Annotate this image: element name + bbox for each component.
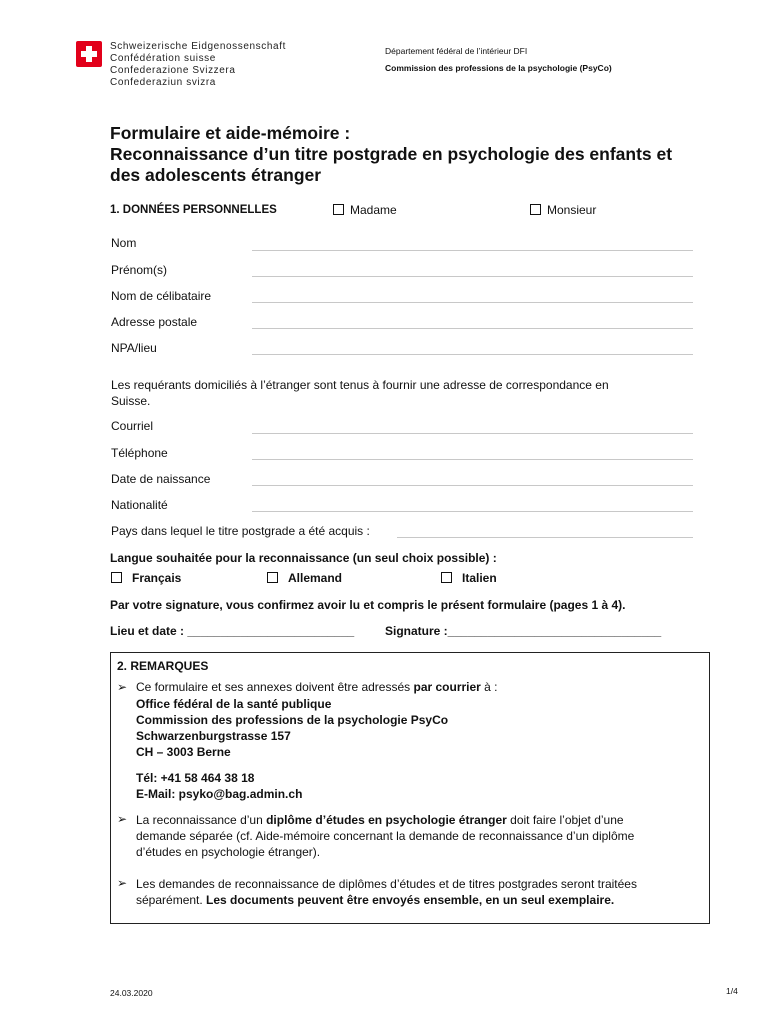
confederation-line-it: Confederazione Svizzera xyxy=(110,65,236,76)
remarks-item-3: Les demandes de reconnaissance de diplômes d’études et de titres postgrades seront traitées séparément. Les documents peuvent être envoyés ensemble, en un seul exemplaire. xyxy=(136,877,637,907)
courriel-label: Courriel xyxy=(111,419,154,433)
confederation-line-de: Schweizerische Eidgenossenschaft xyxy=(110,41,286,52)
telephone-field[interactable] xyxy=(252,459,693,460)
contact-email[interactable]: E-Mail: psyko@bag.admin.ch xyxy=(136,787,303,801)
adresse-field[interactable] xyxy=(252,328,693,329)
naissance-label: Date de naissance xyxy=(111,472,211,486)
address-line-3: Schwarzenburgstrasse 157 xyxy=(136,729,291,743)
place-date-field[interactable]: Lieu et date : _________________________ xyxy=(110,624,355,638)
allemand-label: Allemand xyxy=(288,571,343,585)
nom-field[interactable] xyxy=(252,250,693,251)
commission-name: Commission des professions de la psychologie (PsyCo) xyxy=(385,63,612,73)
confederation-wordmark xyxy=(110,41,286,89)
title-line-2: Reconnaissance d’un titre postgrade en psychologie des enfants et xyxy=(110,144,673,164)
remarks-item-1: Ce formulaire et ses annexes doivent être adressés par courrier à : xyxy=(136,680,498,694)
signature-confirmation: Par votre signature, vous confirmez avoir lu et compris le présent formulaire (pages 1 à 4). xyxy=(110,598,626,612)
italien-label: Italien xyxy=(462,571,497,585)
address-line-2: Commission des professions de la psychologie PsyCo xyxy=(136,713,449,727)
bullet-arrow-icon: ➢ xyxy=(117,812,128,826)
language-heading: Langue souhaitée pour la reconnaissance (un seul choix possible) : xyxy=(110,551,497,565)
nom-celibataire-label: Nom de célibataire xyxy=(111,289,212,303)
nom-label: Nom xyxy=(111,236,137,250)
confederation-line-rm: Confederaziun svizra xyxy=(110,77,216,88)
swiss-flag-icon xyxy=(76,41,102,67)
pays-label: Pays dans lequel le titre postgrade a été acquis : xyxy=(111,524,370,538)
foreign-note-line-1: Les requérants domiciliés à l’étranger sont tenus à fournir une adresse de correspondance en xyxy=(111,378,609,392)
address-line-4: CH – 3003 Berne xyxy=(136,745,231,759)
remarks-heading: 2. REMARQUES xyxy=(117,659,209,673)
bullet-arrow-icon: ➢ xyxy=(117,876,128,890)
madame-checkbox[interactable] xyxy=(333,204,344,215)
nationalite-label: Nationalité xyxy=(111,498,168,512)
department-block xyxy=(385,43,612,77)
address-line-1: Office fédéral de la santé publique xyxy=(136,697,332,711)
contact-block xyxy=(136,770,302,802)
foreign-note-line-2: Suisse. xyxy=(111,394,151,408)
title-line-3: des adolescents étranger xyxy=(110,165,322,185)
npa-label: NPA/lieu xyxy=(111,341,157,355)
footer-date: 24.03.2020 xyxy=(110,988,153,998)
signature-field[interactable]: Signature :________________________________ xyxy=(385,624,662,638)
page-title xyxy=(110,123,710,186)
contact-phone: Tél: +41 58 464 38 18 xyxy=(136,771,255,785)
office-address xyxy=(136,696,448,760)
naissance-field[interactable] xyxy=(252,485,693,486)
bullet-arrow-icon: ➢ xyxy=(117,680,128,694)
pays-field[interactable] xyxy=(397,537,693,538)
nom-celibataire-field[interactable] xyxy=(252,302,693,303)
monsieur-checkbox[interactable] xyxy=(530,204,541,215)
prenom-field[interactable] xyxy=(252,276,693,277)
confederation-line-fr: Confédération suisse xyxy=(110,53,216,64)
page-number: 1/4 xyxy=(726,986,738,996)
italien-checkbox[interactable] xyxy=(441,572,452,583)
courriel-field[interactable] xyxy=(252,433,693,434)
allemand-checkbox[interactable] xyxy=(267,572,278,583)
monsieur-label: Monsieur xyxy=(547,203,597,217)
francais-label: Français xyxy=(132,571,182,585)
npa-field[interactable] xyxy=(252,354,693,355)
personal-data-heading: 1. DONNÉES PERSONNELLES xyxy=(110,204,277,216)
adresse-label: Adresse postale xyxy=(111,315,198,329)
remarks-item-2: La reconnaissance d’un diplôme d’études en psychologie étranger doit faire l’objet d’une demande séparée (cf. Aide-mémoire concernant la demande de reconnaissance d’un diplôme d’études en psychologie étranger). xyxy=(136,813,635,859)
madame-label: Madame xyxy=(350,203,397,217)
telephone-label: Téléphone xyxy=(111,446,168,460)
francais-checkbox[interactable] xyxy=(111,572,122,583)
nationalite-field[interactable] xyxy=(252,511,693,512)
title-line-1: Formulaire et aide-mémoire : xyxy=(110,123,351,143)
department-name: Département fédéral de l’intérieur DFI xyxy=(385,46,528,56)
prenom-label: Prénom(s) xyxy=(111,263,168,277)
